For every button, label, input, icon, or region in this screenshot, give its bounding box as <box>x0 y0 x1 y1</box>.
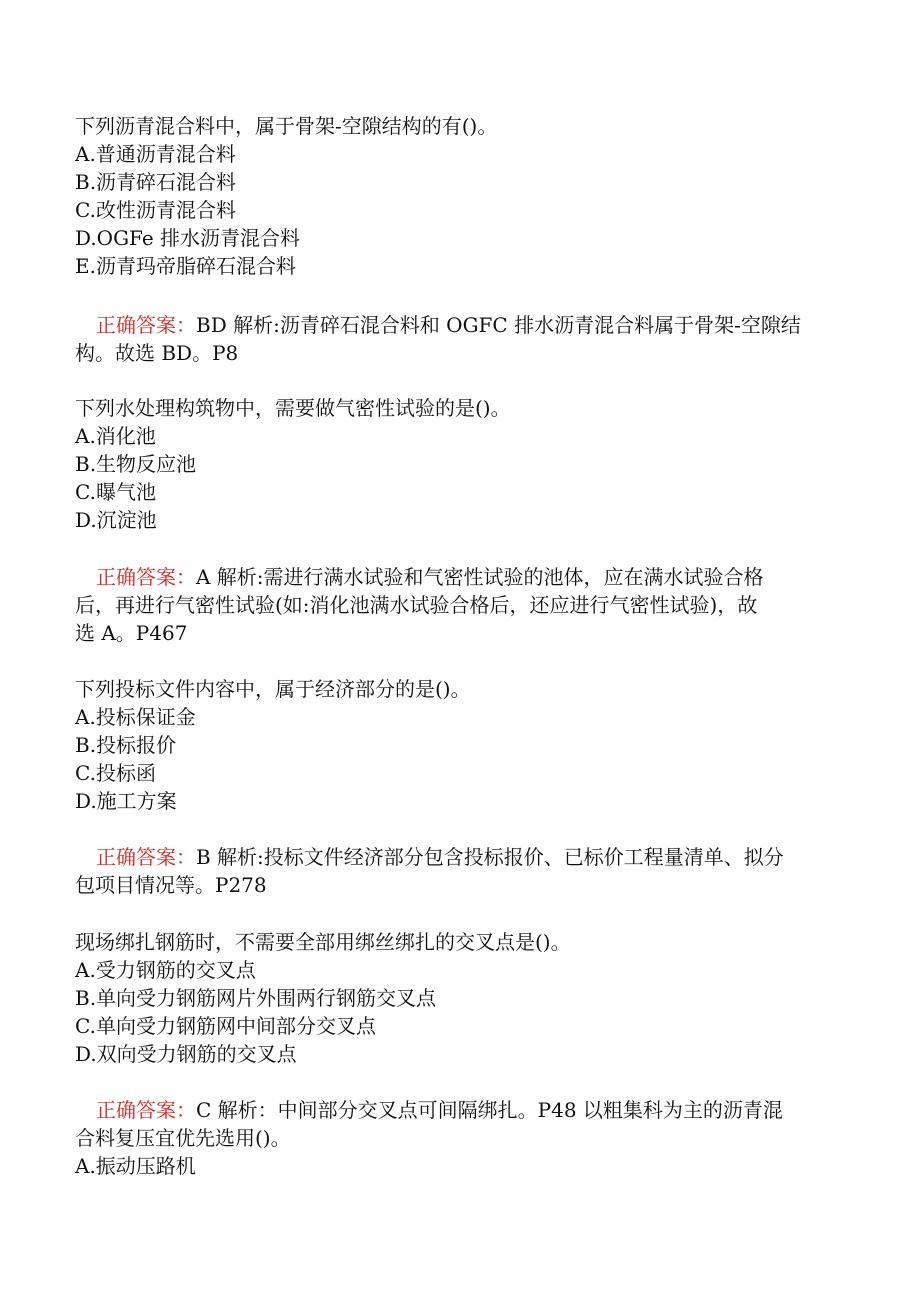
option-e: E.沥青玛帝脂碎石混合料 <box>75 254 296 278</box>
answer-line <box>96 311 801 339</box>
option-c: C.曝气池 <box>75 480 156 504</box>
answer-text: A.振动压路机 <box>75 1154 196 1178</box>
option-a: A.投标保证金 <box>75 705 196 729</box>
answer-line <box>96 1096 783 1124</box>
question-stem: 下列沥青混合料中，属于骨架-空隙结构的有()。 <box>75 114 498 138</box>
answer-text: 包项目情况等。P278 <box>75 873 267 897</box>
answer-label: 正确答案： <box>96 565 196 589</box>
answer-text: 构。故选 BD。P8 <box>75 341 239 365</box>
answer-text: B 解析:投标文件经济部分包含投标报价、已标价工程量清单、拟分 <box>196 845 784 869</box>
option-c: C.改性沥青混合料 <box>75 198 236 222</box>
answer-line <box>96 563 764 591</box>
option-d: D.沉淀池 <box>75 508 157 532</box>
question-stem: 下列水处理构筑物中，需要做气密性试验的是()。 <box>75 396 511 420</box>
answer-text: BD 解析:沥青碎石混合料和 OGFC 排水沥青混合料属于骨架-空隙结 <box>196 313 801 337</box>
option-c: C.单向受力钢筋网中间部分交叉点 <box>75 1014 376 1038</box>
option-b: B.投标报价 <box>75 733 177 757</box>
option-a: A.普通沥青混合料 <box>75 142 236 166</box>
question-stem: 现场绑扎钢筋时，不需要全部用绑丝绑扎的交叉点是()。 <box>75 930 571 954</box>
option-d: D.施工方案 <box>75 789 177 813</box>
answer-text: A 解析:需进行满水试验和气密性试验的池体，应在满水试验合格 <box>196 565 764 589</box>
option-b: B.沥青碎石混合料 <box>75 170 237 194</box>
option-c: C.投标函 <box>75 761 156 785</box>
option-a: A.受力钢筋的交叉点 <box>75 958 256 982</box>
answer-label: 正确答案： <box>96 1098 196 1122</box>
option-d: D.双向受力钢筋的交叉点 <box>75 1042 297 1066</box>
question-stem: 下列投标文件内容中，属于经济部分的是()。 <box>75 677 471 701</box>
answer-text: 合料复压宜优先选用()。 <box>75 1126 291 1150</box>
answer-label: 正确答案： <box>96 845 196 869</box>
answer-text: C 解析：中间部分交叉点可间隔绑扎。P48 以粗集科为主的沥青混 <box>196 1098 783 1122</box>
answer-label: 正确答案： <box>96 313 196 337</box>
option-d: D.OGFe 排水沥青混合料 <box>75 226 301 250</box>
answer-text: 后，再进行气密性试验(如:消化池满水试验合格后，还应进行气密性试验)，故 <box>75 593 758 617</box>
answer-text: 选 A。P467 <box>75 621 188 645</box>
option-b: B.生物反应池 <box>75 452 197 476</box>
option-a: A.消化池 <box>75 424 156 448</box>
answer-line <box>96 843 784 871</box>
option-b: B.单向受力钢筋网片外围两行钢筋交叉点 <box>75 986 437 1010</box>
